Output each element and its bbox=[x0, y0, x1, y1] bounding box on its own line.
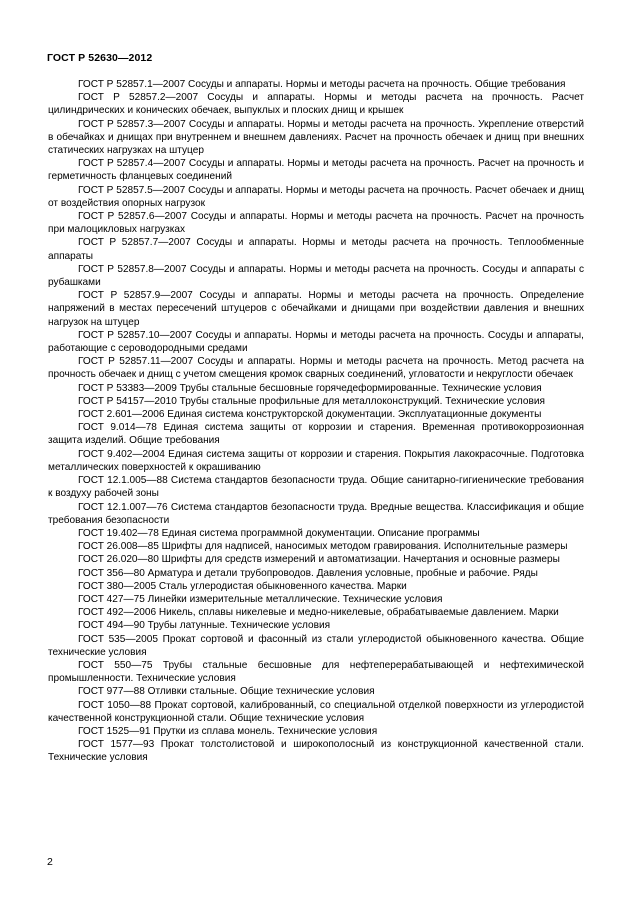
reference-item: ГОСТ 380—2005 Сталь углеродистая обыкновенного качества. Марки bbox=[78, 580, 407, 592]
reference-item: ГОСТ Р 52857.1—2007 Сосуды и аппараты. Нормы и методы расчета на прочность. Общие требования bbox=[78, 79, 566, 90]
reference-item: ГОСТ 12.1.005—88 Система стандартов безопасности труда. Общие санитарно-гигиенические требования к воздуху рабочей зоны bbox=[48, 475, 584, 500]
reference-item: ГОСТ Р 54157—2010 Трубы стальные профильные для металлоконструкций. Технические условия bbox=[78, 395, 545, 407]
reference-item: ГОСТ 492—2006 Никель, сплавы никелевые и медно-никелевые, обрабатываемые давлением. Марки bbox=[78, 607, 559, 619]
reference-item: ГОСТ Р 52857.3—2007 Сосуды и аппараты. Нормы и методы расчета на прочность. Укрепление отверстий в обечайках и днищах при внутреннем и внешнем давлениях. Расчет на прочность обечаек и днищ при внешних статических нагрузках на штуцер bbox=[48, 118, 584, 157]
reference-item: ГОСТ 1050—88 Прокат сортовой, калиброванный, со специальной отделкой поверхности из углеродистой качественной конструкционной стали. Общие технические условия bbox=[48, 699, 584, 724]
reference-item: ГОСТ 9.014—78 Единая система защиты от коррозии и старения. Временная противокоррозионная защита изделий. Общие требования bbox=[48, 422, 584, 447]
reference-item: ГОСТ 427—75 Линейки измерительные металлические. Технические условия bbox=[78, 593, 443, 605]
reference-item: ГОСТ 9.402—2004 Единая система защиты от коррозии и старения. Покрытия лакокрасочные. Подготовка металлических поверхностей к окрашиванию bbox=[48, 448, 584, 473]
reference-item: ГОСТ Р 52857.7—2007 Сосуды и аппараты. Нормы и методы расчета на прочность. Теплообменные аппараты bbox=[48, 237, 584, 262]
reference-item: ГОСТ Р 53383—2009 Трубы стальные бесшовные горячедеформированные. Технические условия bbox=[78, 382, 542, 394]
reference-item: ГОСТ Р 52857.8—2007 Сосуды и аппараты. Нормы и методы расчета на прочность. Сосуды и аппараты с рубашками bbox=[48, 263, 584, 289]
reference-item: ГОСТ 494—90 Трубы латунные. Технические условия bbox=[78, 620, 331, 632]
reference-item: ГОСТ 12.1.007—76 Система стандартов безопасности труда. Вредные вещества. Классификация и общие требования безопасности bbox=[48, 501, 584, 526]
reference-item: ГОСТ 26.008—85 Шрифты для надписей, наносимых методом гравирования. Исполнительные размеры bbox=[78, 541, 568, 553]
reference-item: ГОСТ Р 52857.5—2007 Сосуды и аппараты. Нормы и методы расчета на прочность. Расчет обечаек и днищ от воздействия опорных нагрузок bbox=[48, 184, 584, 209]
reference-item: ГОСТ 1525—91 Прутки из сплава монель. Технические условия bbox=[78, 725, 378, 737]
reference-item: ГОСТ Р 52857.9—2007 Сосуды и аппараты. Нормы и методы расчета на прочность. Определение напряжений в местах пересечений штуцеров с обечайками и днищами при воздействии давления и внешних нагрузок на штуцер bbox=[48, 290, 584, 328]
document-header: ГОСТ Р 52630—2012 bbox=[47, 52, 153, 64]
reference-item: ГОСТ Р 52857.11—2007 Сосуды и аппараты. Нормы и методы расчета на прочность. Метод расчета на прочность обечаек и днищ с учетом смещения кромок сварных соединений, угловатости и некруглости обечаек bbox=[48, 356, 584, 381]
reference-item: ГОСТ 550—75 Трубы стальные бесшовные для нефтеперерабатывающей и нефтехимической промышленности. Технические условия bbox=[48, 659, 584, 685]
reference-item: ГОСТ Р 52857.4—2007 Сосуды и аппараты. Нормы и методы расчета на прочность. Расчет на прочность и герметичность фланцевых соединений bbox=[48, 158, 584, 183]
reference-item: ГОСТ 2.601—2006 Единая система конструкторской документации. Эксплуатационные документы bbox=[78, 409, 542, 421]
page-number: 2 bbox=[47, 856, 53, 868]
reference-item: ГОСТ 356—80 Арматура и детали трубопроводов. Давления условные, пробные и рабочие. Ряды bbox=[78, 567, 538, 579]
reference-item: ГОСТ 977—88 Отливки стальные. Общие технические условия bbox=[78, 686, 375, 698]
normative-references-list bbox=[48, 78, 584, 765]
reference-item: ГОСТ 1577—93 Прокат толстолистовой и широкополосный из конструкционной качественной стали. Технические условия bbox=[48, 739, 584, 764]
reference-item: ГОСТ Р 52857.2—2007 Сосуды и аппараты. Нормы и методы расчета на прочность. Расчет цилиндрических и конических обечаек, выпуклых и плоских днищ и крышек bbox=[48, 92, 584, 117]
reference-item: ГОСТ Р 52857.6—2007 Сосуды и аппараты. Нормы и методы расчета на прочность. Расчет на прочность при малоцикловых нагрузках bbox=[48, 211, 584, 236]
reference-item: ГОСТ 26.020—80 Шрифты для средств измерений и автоматизации. Начертания и основные размеры bbox=[78, 554, 560, 566]
reference-item: ГОСТ Р 52857.10—2007 Сосуды и аппараты. Нормы и методы расчета на прочность. Сосуды и аппараты, работающие с сероводородными средами bbox=[48, 329, 584, 355]
reference-item: ГОСТ 19.402—78 Единая система программной документации. Описание программы bbox=[78, 527, 480, 539]
reference-item: ГОСТ 535—2005 Прокат сортовой и фасонный из стали углеродистой обыкновенного качества. Общие технические условия bbox=[48, 633, 584, 658]
